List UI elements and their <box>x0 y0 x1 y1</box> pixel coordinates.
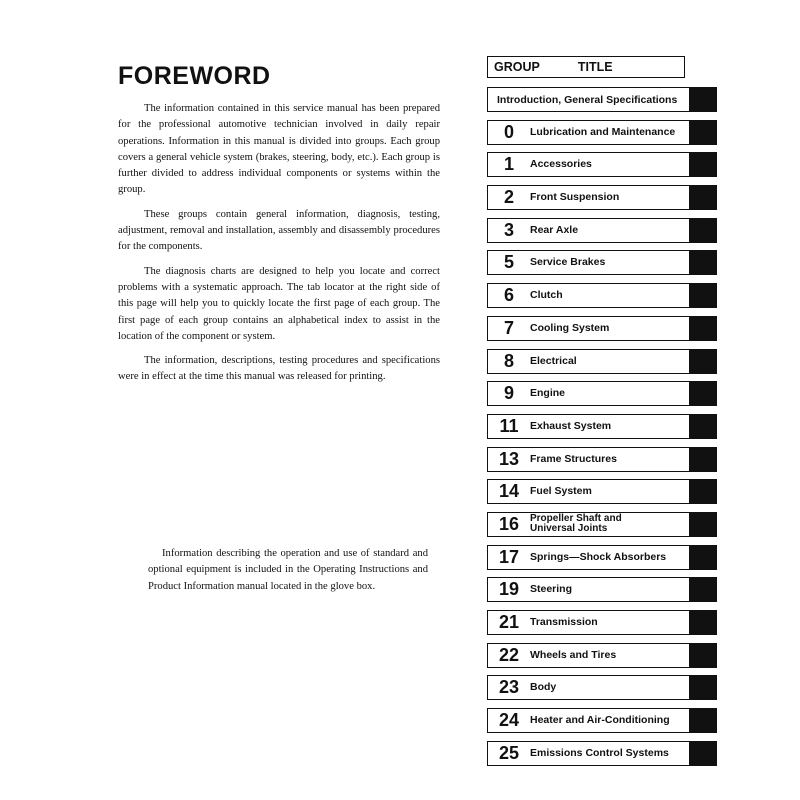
group-row[interactable] <box>487 250 717 275</box>
group-title: Emissions Control Systems <box>530 746 669 759</box>
tab-marker <box>689 708 717 733</box>
group-row[interactable] <box>487 479 717 504</box>
tab-marker <box>689 87 717 112</box>
group-number: 21 <box>498 612 520 632</box>
group-box <box>487 610 691 635</box>
group-box <box>487 185 691 210</box>
group-number: 2 <box>503 187 514 208</box>
tab-marker <box>689 316 717 341</box>
foreword-section <box>118 62 440 394</box>
foreword-paragraph: The information, descriptions, testing procedures and specifications were in effect at the time this manual was released for printing. <box>118 355 440 383</box>
tab-marker <box>689 675 717 700</box>
tab-marker <box>689 120 717 145</box>
foreword-paragraph: The diagnosis charts are designed to help you locate and correct problems with a systematic approach. The tab locator at the right side of this page will help you to quickly locate the first page of each group. The first page of each group contains an alphabetical index to assist in the location of the component or system. <box>118 265 440 342</box>
group-row[interactable] <box>487 152 717 177</box>
group-row[interactable] <box>487 741 717 766</box>
group-number: 5 <box>503 252 514 273</box>
tab-marker <box>689 250 717 275</box>
group-number: 11 <box>499 415 519 436</box>
group-row[interactable] <box>487 381 717 406</box>
group-number: 9 <box>503 383 514 404</box>
group-row[interactable] <box>487 349 717 374</box>
group-box <box>487 577 691 602</box>
group-title: Front Suspension <box>530 191 620 204</box>
tab-marker <box>689 741 717 766</box>
group-box <box>487 349 691 374</box>
group-number: 16 <box>498 513 520 534</box>
tab-marker <box>689 643 717 668</box>
group-row[interactable] <box>487 316 717 341</box>
group-row[interactable] <box>487 610 717 635</box>
group-number: 19 <box>498 579 520 600</box>
tab-marker <box>689 545 717 570</box>
group-number: 22 <box>498 644 520 665</box>
group-box <box>487 283 691 308</box>
group-number: 3 <box>503 219 514 240</box>
group-box <box>487 708 691 733</box>
group-row[interactable] <box>487 218 717 243</box>
group-box <box>487 675 691 700</box>
tab-marker <box>689 577 717 602</box>
group-number: 0 <box>503 121 514 142</box>
foreword-title: FOREWORD <box>118 62 271 90</box>
group-number: 24 <box>498 710 520 731</box>
group-box <box>487 316 691 341</box>
group-box <box>487 152 691 177</box>
group-number: 25 <box>498 742 520 763</box>
group-row[interactable] <box>487 577 717 602</box>
tab-marker <box>689 381 717 406</box>
group-title: Propeller Shaft and Universal Joints <box>530 513 622 535</box>
group-title: Transmission <box>530 616 598 628</box>
group-title: Body <box>530 681 557 694</box>
index-header <box>487 56 685 78</box>
group-number: 17 <box>498 546 520 567</box>
group-row-intro[interactable] <box>487 87 717 112</box>
tab-marker <box>689 218 717 243</box>
group-row[interactable] <box>487 414 717 439</box>
group-title: Rear Axle <box>530 223 579 236</box>
group-title: Engine <box>530 387 566 400</box>
tab-marker <box>689 414 717 439</box>
group-title: Steering <box>530 583 573 596</box>
group-box <box>487 512 691 537</box>
foreword-paragraph: The information contained in this service manual has been prepared for the professional automotive technician involved in daily repair operations. Information in this manual is divided into groups. Each group covers a general vehicle system (brakes, steering, body, etc.). Each group is further divided to address individual components or systems within the group. <box>118 103 440 196</box>
group-title: Wheels and Tires <box>530 648 617 661</box>
glove-box-note: Information describing the operation and use of standard and optional equipment is included in the Operating Instructions and Product Information manual located in the glove box. <box>148 548 428 592</box>
tab-marker <box>689 185 717 210</box>
tab-marker <box>689 512 717 537</box>
group-row[interactable] <box>487 512 717 537</box>
group-box <box>487 250 691 275</box>
group-title: Electrical <box>530 354 577 367</box>
group-title: Service Brakes <box>530 256 606 269</box>
group-title: Lubrication and Maintenance <box>530 125 676 138</box>
group-number: 1 <box>503 154 514 175</box>
group-box <box>487 643 691 668</box>
group-number: 8 <box>503 350 514 371</box>
group-box <box>487 87 691 112</box>
group-row[interactable] <box>487 708 717 733</box>
group-title: Exhaust System <box>530 419 612 432</box>
header-title-label: TITLE <box>577 60 613 74</box>
group-row[interactable] <box>487 545 717 570</box>
tab-marker <box>689 152 717 177</box>
group-title: Frame Structures <box>530 452 617 465</box>
tab-marker <box>689 479 717 504</box>
group-title: Cooling System <box>530 321 610 334</box>
group-row[interactable] <box>487 643 717 668</box>
group-number: 13 <box>498 448 520 469</box>
group-box <box>487 120 691 145</box>
group-number: 14 <box>498 481 520 502</box>
group-title: Introduction, General Specifications <box>497 93 678 106</box>
tab-marker <box>689 610 717 635</box>
tab-marker <box>689 283 717 308</box>
group-title: Fuel System <box>530 485 592 498</box>
group-number: 7 <box>503 317 514 338</box>
group-box <box>487 414 691 439</box>
group-number: 6 <box>503 285 514 306</box>
group-row[interactable] <box>487 447 717 472</box>
group-row[interactable] <box>487 283 717 308</box>
group-row[interactable] <box>487 120 717 145</box>
group-box <box>487 218 691 243</box>
group-box <box>487 479 691 504</box>
group-number: 23 <box>498 677 520 698</box>
tab-marker <box>689 447 717 472</box>
group-row[interactable] <box>487 675 717 700</box>
foreword-paragraph: These groups contain general information, diagnosis, testing, adjustment, removal and installation, assembly and disassembly procedures for the components. <box>118 208 440 253</box>
tab-marker <box>689 349 717 374</box>
group-tab-locator <box>487 56 727 773</box>
group-title: Clutch <box>530 289 563 302</box>
group-list <box>487 120 727 766</box>
group-title: Accessories <box>530 158 592 171</box>
group-box <box>487 447 691 472</box>
group-row[interactable] <box>487 185 717 210</box>
group-box <box>487 381 691 406</box>
group-title: Heater and Air-Conditioning <box>530 714 670 727</box>
header-group-label: GROUP <box>494 60 540 74</box>
group-title: Springs—Shock Absorbers <box>530 550 667 563</box>
group-box <box>487 741 691 766</box>
group-box <box>487 545 691 570</box>
